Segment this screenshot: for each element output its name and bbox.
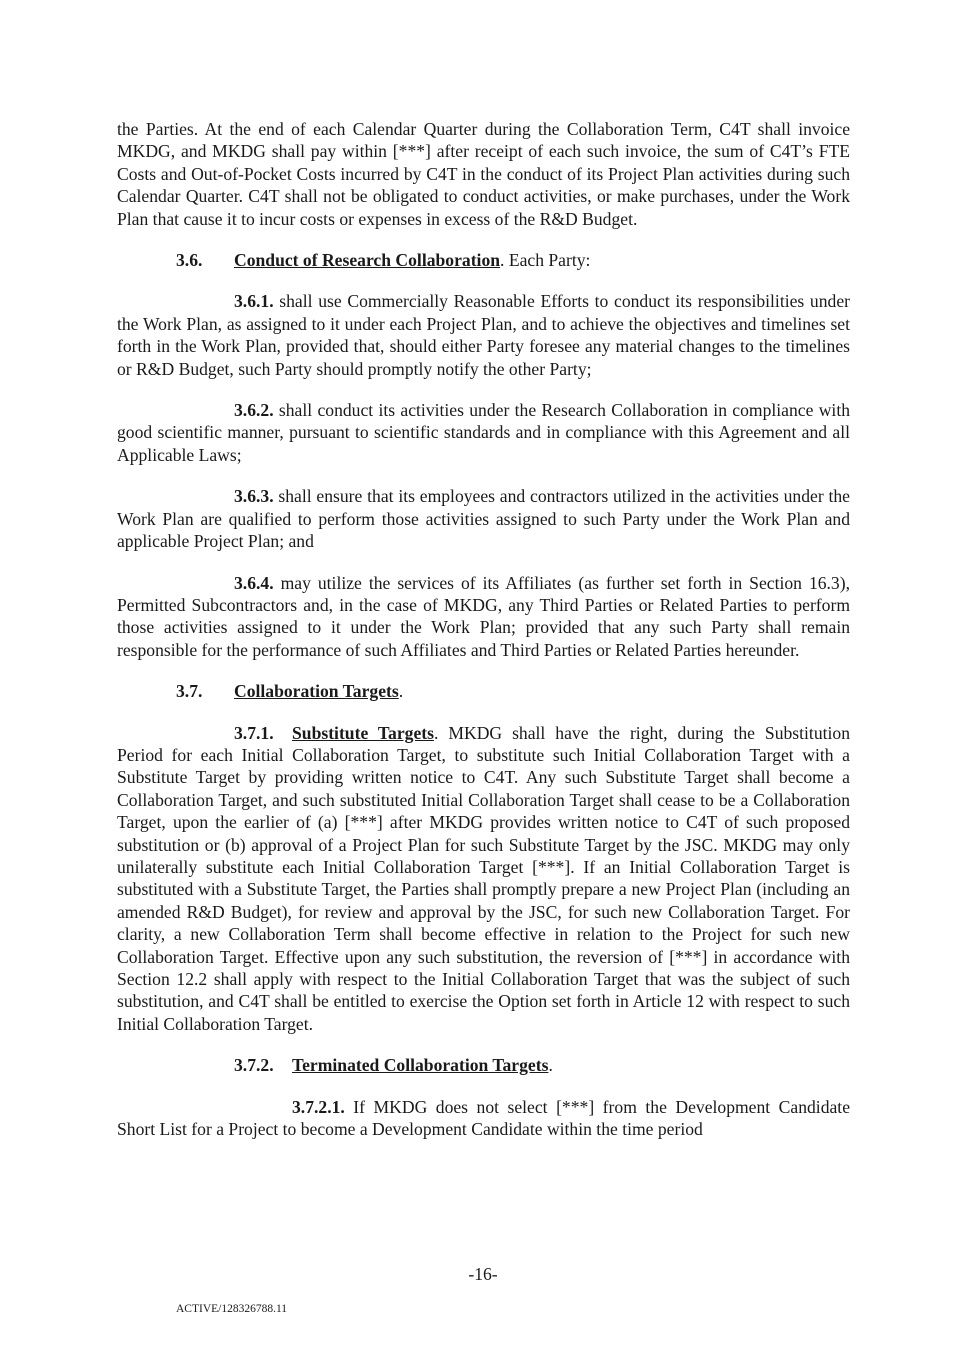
- section-title: Collaboration Targets: [234, 681, 399, 702]
- section-3-7-2-1: [117, 1096, 850, 1141]
- section-title: Substitute Targets: [292, 722, 434, 743]
- section-title: Terminated Collaboration Targets: [292, 1055, 549, 1076]
- section-3-7-heading: [117, 680, 850, 702]
- section-3-6-heading: [117, 249, 850, 271]
- section-3-6-1: [117, 290, 850, 380]
- section-title-suffix: . Each Party:: [500, 250, 591, 271]
- section-title: Conduct of Research Collaboration: [234, 250, 501, 271]
- document-page: [117, 118, 850, 1140]
- section-text: shall ensure that its employees and contractors utilized in the activities under the Work Plan are qualified to perform those activities assigned to such Party under the Work Plan and applicable Project Plan; and: [117, 486, 850, 552]
- section-number: 3.6.4.: [234, 572, 274, 593]
- section-3-6-2: [117, 399, 850, 466]
- section-title-suffix: .: [548, 1055, 553, 1076]
- section-number: 3.6.3.: [234, 486, 274, 507]
- section-text: may utilize the services of its Affiliates (as further set forth in Section 16.3), Permitted Subcontractors and, in the case of MKDG, any Third Parties or Related Parties to perform those activities assigned to it under the Work Plan; provided that any such Party shall remain responsible for the performance of such Affiliates and Third Parties or Related Parties hereunder.: [117, 572, 850, 660]
- paragraph-intro: the Parties. At the end of each Calendar Quarter during the Collaboration Term, C4T shall invoice MKDG, and MKDG shall pay within [***] after receipt of each such invoice, the sum of C4T’s FTE Costs and Out-of-Pocket Costs incurred by C4T in the conduct of its Project Plan activities during such Calendar Quarter. C4T shall not be obligated to conduct activities, or make purchases, under the Work Plan that cause it to incur costs or expenses in excess of the R&D Budget.: [117, 119, 850, 229]
- document-id: ACTIVE/128326788.11: [176, 1303, 288, 1315]
- section-text: If MKDG does not select [***] from the Development Candidate Short List for a Project to become a Development Candidate within the time period: [117, 1096, 850, 1140]
- section-3-7-1: [117, 722, 850, 1036]
- section-number: 3.7.2.: [234, 1055, 274, 1076]
- page-number: -16-: [468, 1264, 498, 1284]
- section-number: 3.6.2.: [234, 400, 274, 421]
- section-number: 3.7.: [176, 681, 203, 702]
- section-number: 3.6.1.: [234, 291, 274, 312]
- section-3-7-2-heading: [117, 1054, 850, 1076]
- section-number: 3.7.1.: [234, 722, 274, 743]
- section-number: 3.6.: [176, 250, 203, 271]
- section-3-6-4: [117, 572, 850, 662]
- section-title-suffix: .: [398, 681, 404, 702]
- section-number: 3.7.2.1.: [292, 1096, 345, 1117]
- section-3-6-3: [117, 485, 850, 552]
- section-text: shall use Commercially Reasonable Efforts to conduct its responsibilities under the Work Plan, as assigned to it under each Project Plan, and to achieve the objectives and timelines set forth in the Work Plan, provided that, should either Party foresee any material changes to the timelines or R&D Budget, such Party should promptly notify the other Party;: [117, 291, 850, 379]
- section-text: shall conduct its activities under the Research Collaboration in compliance with good scientific manner, pursuant to scientific standards and in compliance with this Agreement and all Applicable Laws;: [117, 400, 850, 465]
- section-text: . MKDG shall have the right, during the Substitution Period for each Initial Collaboration Target, to substitute such Initial Collaboration Target with a Substitute Target by providing written notice to C4T. Any such Substitute Target shall become a Collaboration Target, and such substituted Initial Collaboration Target shall cease to be a Collaboration Target, upon the earlier of (a) [***] after MKDG provides written notice to C4T of such proposed substitution or (b) approval of a Project Plan for such Substitute Target by the JSC. MKDG may only unilaterally substitute each Initial Collaboration Target [***]. If an Initial Collaboration Target is substituted with a Substitute Target, the Parties shall promptly prepare a new Project Plan (including an amended R&D Budget), for review and approval by the JSC, for such new Collaboration Target. For clarity, a new Collaboration Term shall become effective in relation to the Project for such new Collaboration Target. Effective upon any such substitution, the reversion of [***] in accordance with Section 12.2 shall apply with respect to the Initial Collaboration Target that was the subject of such substitution, and C4T shall be entitled to exercise the Option set forth in Article 12 with respect to such Initial Collaboration Target.: [117, 722, 850, 1034]
